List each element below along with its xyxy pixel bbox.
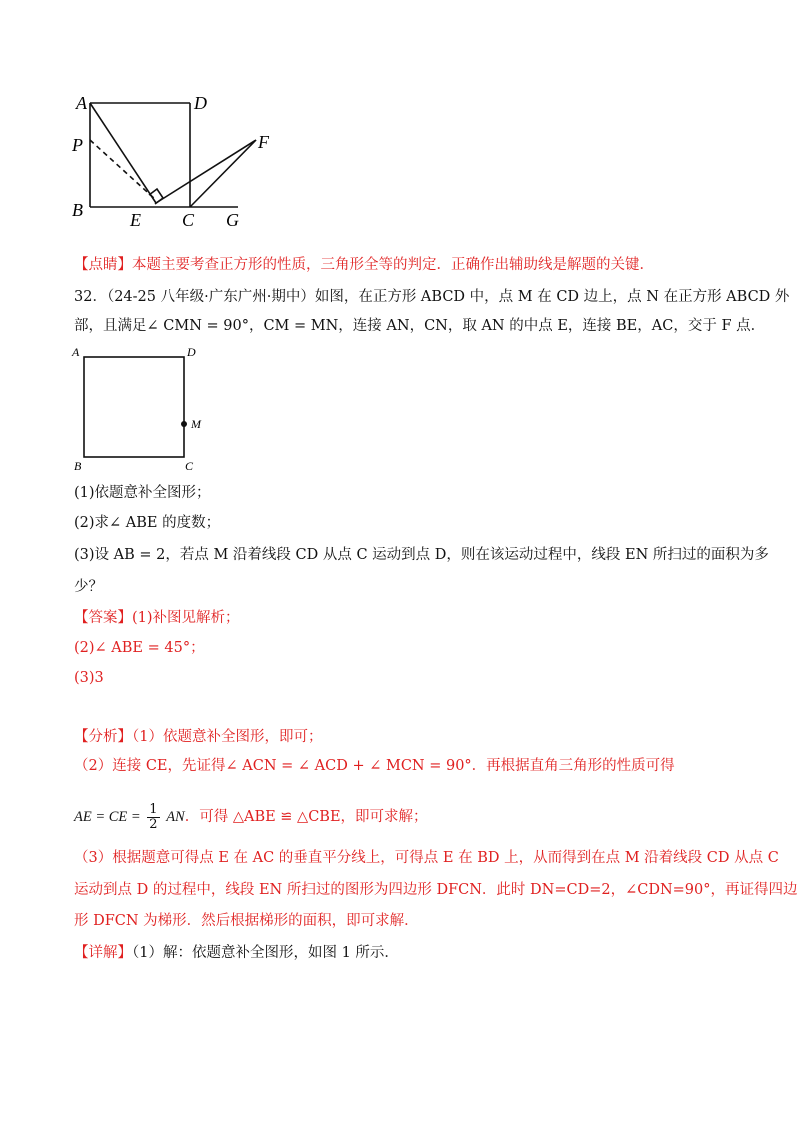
label-f: F bbox=[258, 132, 269, 152]
question-32-line1: 32．（24-25 八年级·广东广州·期中）如图，在正方形 ABCD 中，点 M 在 CD 边上，点 N 在正方形 ABCD 外 bbox=[74, 289, 790, 305]
detail-tag: 【详解】 bbox=[74, 945, 132, 961]
part-3-line2: 少？ bbox=[74, 579, 103, 595]
equation-an: AN bbox=[166, 809, 185, 825]
label-m: M bbox=[191, 417, 201, 431]
label-d: D bbox=[194, 93, 207, 113]
segment-pe-dashed bbox=[90, 140, 156, 200]
question-32-line2: 部，且满足∠ CMN = 90°，CM = MN，连接 AN，CN，取 AN 的中点 E，连接 BE，AC，交于 F 点． bbox=[74, 318, 766, 334]
label-c: C bbox=[185, 459, 194, 473]
label-b: B bbox=[72, 200, 83, 220]
label-a: A bbox=[76, 93, 87, 113]
fraction-denominator: 2 bbox=[149, 816, 158, 832]
analysis-3-rest: ．可得 △ABE ≌ △CBE，即可求解； bbox=[184, 809, 428, 825]
figure-2 bbox=[66, 343, 216, 475]
label-p: P bbox=[72, 135, 83, 155]
label-a: A bbox=[72, 345, 80, 359]
answer-3: (3)3 bbox=[74, 670, 104, 686]
point-m bbox=[181, 421, 187, 427]
key-point-note: 【点睛】本题主要考查正方形的性质，三角形全等的判定．正确作出辅助线是解题的关键． bbox=[74, 257, 654, 273]
fraction-one-half bbox=[147, 803, 159, 832]
answer-1: 【答案】(1)补图见解析； bbox=[74, 610, 240, 626]
detail-text: （1）解：依题意补全图形，如图 1 所示． bbox=[132, 945, 399, 961]
analysis-5: 运动到点 D 的过程中，线段 EN 所扫过的图形为四边形 DFCN．此时 DN=CD=2，∠CDN=90°，再证得四边 bbox=[74, 882, 798, 898]
detail-line bbox=[74, 943, 399, 963]
analysis-1: 【分析】（1）依题意补全图形，即可； bbox=[74, 729, 323, 745]
part-1: (1)依题意补全图形； bbox=[74, 485, 211, 501]
answer-2: (2)∠ ABE = 45°； bbox=[74, 640, 205, 656]
label-d: D bbox=[187, 345, 196, 359]
label-g: G bbox=[226, 210, 239, 230]
square-abcd bbox=[84, 357, 184, 457]
fraction-numerator: 1 bbox=[149, 801, 158, 817]
equation-ae-ce: AE = CE = bbox=[74, 809, 141, 825]
label-e: E bbox=[130, 210, 141, 230]
segment-cf bbox=[190, 140, 256, 207]
label-c: C bbox=[182, 210, 195, 230]
segment-ef bbox=[156, 140, 256, 203]
analysis-2: （2）连接 CE，先证得∠ ACN = ∠ ACD + ∠ MCN = 90°．再根据直角三角形的性质可得 bbox=[74, 758, 675, 774]
part-2: (2)求∠ ABE 的度数； bbox=[74, 515, 221, 531]
part-3-line1: (3)设 AB = 2，若点 M 沿着线段 CD 从点 C 运动到点 D，则在该运动过程中，线段 EN 所扫过的面积为多 bbox=[74, 547, 769, 563]
analysis-3 bbox=[74, 800, 428, 834]
label-b: B bbox=[74, 459, 82, 473]
analysis-6: 形 DFCN 为梯形．然后根据梯形的面积，即可求解． bbox=[74, 913, 419, 929]
analysis-4: （3）根据题意可得点 E 在 AC 的垂直平分线上，可得点 E 在 BD 上，从而得到在点 M 沿着线段 CD 从点 C bbox=[74, 850, 779, 866]
figure-1 bbox=[60, 85, 290, 235]
segment-ae bbox=[90, 103, 156, 203]
